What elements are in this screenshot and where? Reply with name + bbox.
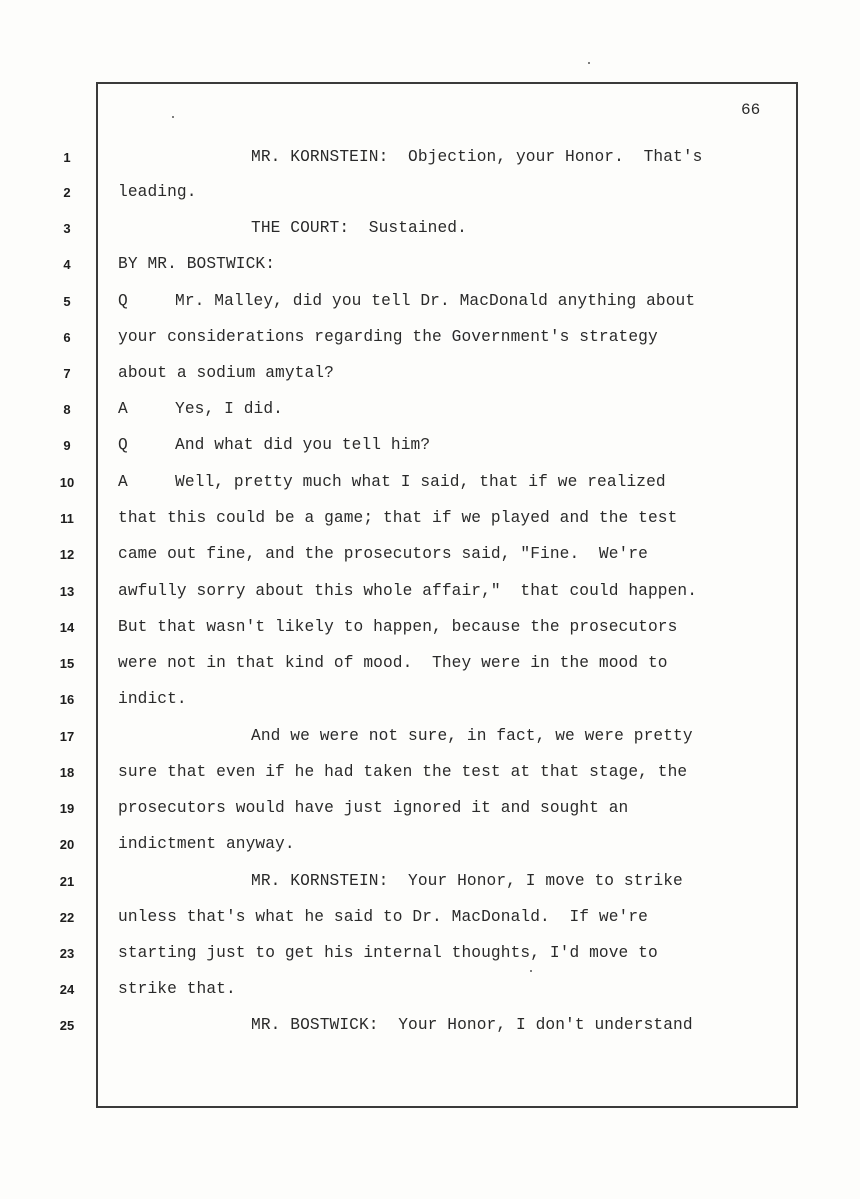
transcript-line: Yes, I did.: [175, 400, 283, 418]
transcript-line: that this could be a game; that if we played and the test: [118, 509, 678, 527]
transcript-line: awfully sorry about this whole affair," that could happen.: [118, 582, 698, 600]
line-number: 9: [63, 438, 71, 453]
line-number: 4: [63, 257, 71, 272]
transcript-line: unless that's what he said to Dr. MacDonald. If we're: [118, 908, 648, 926]
line-number: 6: [63, 330, 71, 345]
page-number: 66: [741, 101, 761, 119]
transcript-line: strike that.: [118, 980, 236, 998]
transcript-line: starting just to get his internal thoughts, I'd move to: [118, 944, 658, 962]
transcript-line: Mr. Malley, did you tell Dr. MacDonald anything about: [175, 292, 696, 310]
transcript-line: MR. BOSTWICK: Your Honor, I don't understand: [251, 1016, 693, 1034]
transcript-line: MR. KORNSTEIN: Your Honor, I move to strike: [251, 872, 683, 890]
transcript-line: MR. KORNSTEIN: Objection, your Honor. That's: [251, 148, 703, 166]
line-number: 17: [59, 729, 75, 744]
scan-speck: [172, 116, 174, 118]
line-number: 25: [59, 1018, 75, 1033]
transcript-line: indict.: [118, 690, 187, 708]
line-number: 24: [59, 982, 75, 997]
transcript-line: came out fine, and the prosecutors said, "Fine. We're: [118, 545, 648, 563]
question-marker: Q: [118, 436, 128, 454]
line-number: 8: [63, 402, 71, 417]
line-number: 15: [59, 656, 75, 671]
line-number: 22: [59, 910, 75, 925]
line-number: 13: [59, 584, 75, 599]
scan-speck: [530, 970, 532, 972]
line-number: 20: [59, 837, 75, 852]
line-number: 18: [59, 765, 75, 780]
line-number: 7: [63, 366, 71, 381]
transcript-line: about a sodium amytal?: [118, 364, 334, 382]
line-number: 23: [59, 946, 75, 961]
line-number: 2: [63, 185, 71, 200]
transcript-line: your considerations regarding the Government's strategy: [118, 328, 658, 346]
scan-speck: [588, 62, 590, 64]
line-number: 1: [63, 150, 71, 165]
transcript-line: Well, pretty much what I said, that if we realized: [175, 473, 666, 491]
line-number: 11: [60, 511, 74, 526]
transcript-line: BY MR. BOSTWICK:: [118, 255, 276, 273]
question-marker: Q: [118, 292, 128, 310]
line-number: 5: [63, 294, 71, 309]
line-number: 14: [59, 620, 75, 635]
answer-marker: A: [118, 400, 128, 418]
transcript-line: And we were not sure, in fact, we were pretty: [251, 727, 693, 745]
answer-marker: A: [118, 473, 128, 491]
transcript-line: THE COURT: Sustained.: [251, 219, 467, 237]
line-number: 3: [63, 221, 71, 236]
line-number: 12: [59, 547, 75, 562]
line-number: 10: [59, 475, 75, 490]
transcript-line: were not in that kind of mood. They were in the mood to: [118, 654, 668, 672]
transcript-line: And what did you tell him?: [175, 436, 431, 454]
line-number: 19: [59, 801, 75, 816]
line-number: 21: [59, 874, 75, 889]
transcript-line: prosecutors would have just ignored it and sought an: [118, 799, 629, 817]
transcript-line: sure that even if he had taken the test at that stage, the: [118, 763, 688, 781]
transcript-line: But that wasn't likely to happen, because the prosecutors: [118, 618, 678, 636]
line-number: 16: [59, 692, 75, 707]
transcript-line: leading.: [118, 183, 197, 201]
transcript-line: indictment anyway.: [118, 835, 295, 853]
